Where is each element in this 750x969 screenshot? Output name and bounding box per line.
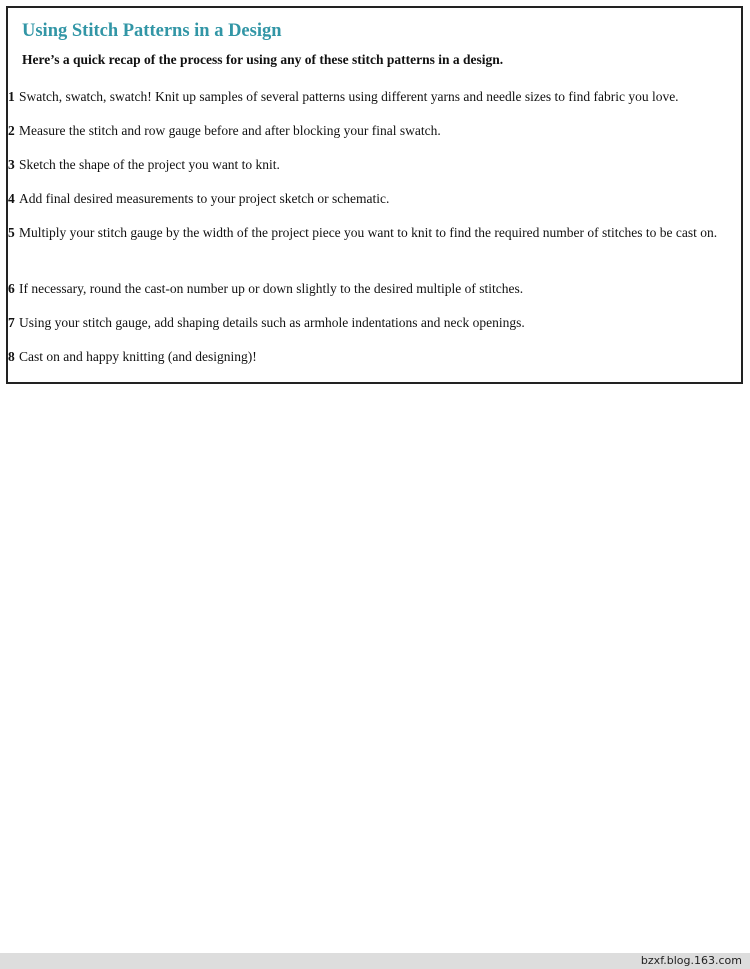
step-5 — [8, 222, 735, 243]
step-number: 2 — [8, 123, 15, 138]
footer-watermark: bzxf.blog.163.com — [640, 954, 742, 967]
step-number: 6 — [8, 281, 15, 296]
step-text: Using your stitch gauge, add shaping details such as armhole indentations and neck openings. — [19, 315, 525, 330]
step-text: Multiply your stitch gauge by the width of the project piece you want to knit to find the required number of stitches to be cast on. — [19, 225, 718, 240]
step-text: Measure the stitch and row gauge before and after blocking your final swatch. — [19, 123, 441, 138]
sidebar-intro: Here’s a quick recap of the process for using any of these stitch patterns in a design. — [22, 52, 504, 67]
step-text: If necessary, round the cast-on number up or down slightly to the desired multiple of stitches. — [19, 281, 524, 296]
step-text: Swatch, swatch, swatch! Knit up samples of several patterns using different yarns and needle sizes to find fabric you love. — [19, 89, 679, 104]
sidebar-title: Using Stitch Patterns in a Design — [22, 21, 282, 41]
step-6 — [8, 278, 735, 299]
step-text: Sketch the shape of the project you want to knit. — [19, 157, 280, 172]
step-1 — [8, 86, 735, 107]
step-text: Add final desired measurements to your project sketch or schematic. — [19, 191, 390, 206]
step-number: 4 — [8, 191, 15, 206]
step-number: 1 — [8, 89, 15, 104]
step-7 — [8, 312, 735, 333]
footer-bar — [0, 953, 750, 969]
step-3 — [8, 154, 735, 175]
step-number: 8 — [8, 349, 15, 364]
step-number: 3 — [8, 157, 15, 172]
step-text: Cast on and happy knitting (and designing)! — [19, 349, 257, 364]
step-4 — [8, 188, 735, 209]
step-number: 7 — [8, 315, 15, 330]
step-2 — [8, 120, 735, 141]
recap-sidebar-box — [6, 6, 743, 384]
step-number: 5 — [8, 225, 15, 240]
step-8 — [8, 346, 735, 367]
